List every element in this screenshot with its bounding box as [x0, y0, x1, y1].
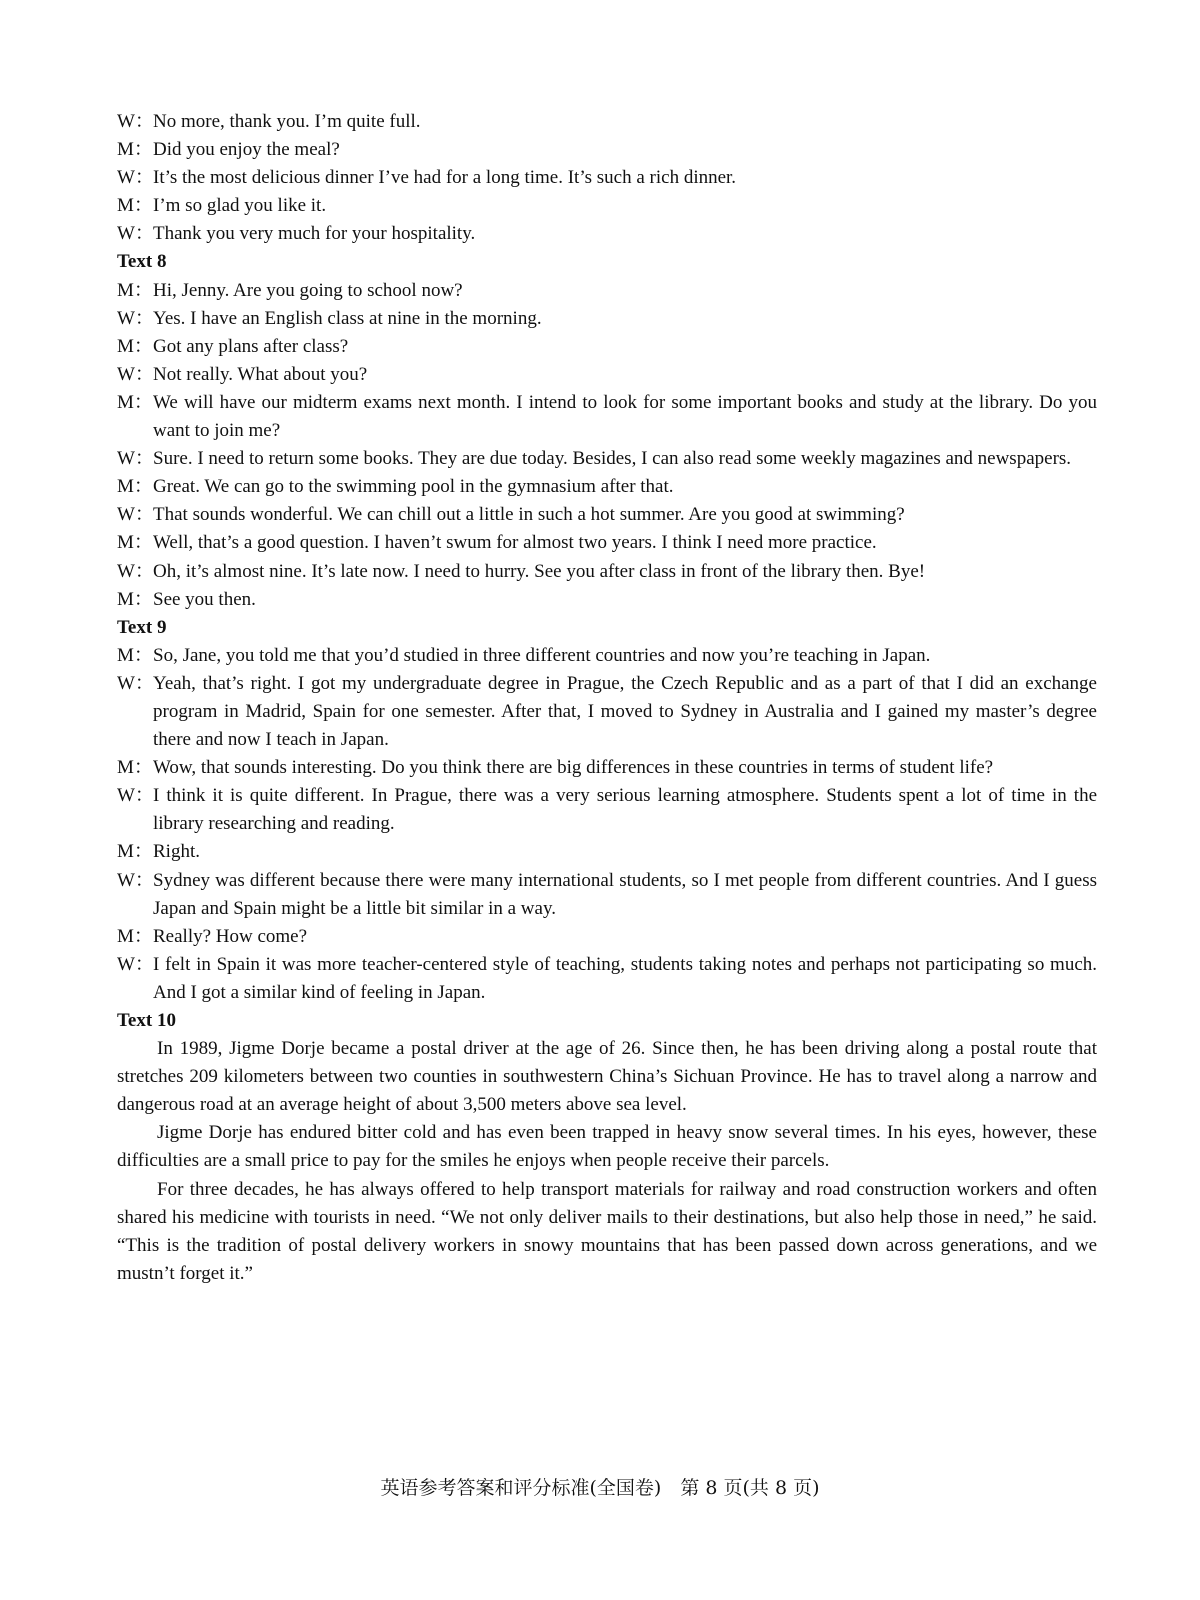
- speaker-label: M：: [117, 279, 153, 301]
- dialogue-line: [117, 136, 1097, 164]
- dialogue-continued: [117, 108, 1097, 248]
- dialogue-line: [117, 642, 1097, 670]
- speaker-label: W：: [117, 953, 154, 975]
- line-text: Hi, Jenny. Are you going to school now?: [153, 279, 463, 301]
- dialogue-line: [117, 586, 1097, 614]
- line-text: We will have our midterm exams next month. I intend to look for some important books and study at the library. Do you want to join me?: [153, 391, 1097, 442]
- line-text: Sydney was different because there were many international students, so I met people from different countries. And I guess Japan and Spain might be a little bit similar in a way.: [153, 869, 1097, 919]
- passage-paragraph: For three decades, he has always offered to help transport materials for railway and road construction workers and often shared his medicine with tourists in need. “We not only deliver mails to their destinations, but also help those in need,” he said. “This is the tradition of postal delivery workers in snowy mountains that has been passed down across generations, and we mustn’t forget it.”: [117, 1178, 1097, 1284]
- speaker-label: W：: [117, 448, 154, 470]
- dialogue-line: [117, 108, 1097, 136]
- line-text: Sure. I need to return some books. They are due today. Besides, I can also read some weekly magazines and newspapers.: [153, 448, 1072, 470]
- dialogue-line: [117, 529, 1097, 557]
- speaker-label: W：: [117, 672, 154, 694]
- line-text: Right.: [153, 841, 200, 863]
- line-text: See you then.: [153, 588, 256, 610]
- text-10-section: [117, 1007, 1097, 1288]
- line-text: Really? How come?: [153, 925, 308, 947]
- speaker-label: W：: [117, 111, 154, 132]
- speaker-label: M：: [117, 588, 153, 610]
- dialogue-line: [117, 305, 1097, 333]
- dialogue-line: [117, 754, 1097, 782]
- speaker-label: W：: [117, 560, 154, 582]
- line-text: Not really. What about you?: [153, 363, 368, 385]
- line-text: That sounds wonderful. We can chill out a little in such a hot summer. Are you good at swimming?: [153, 504, 905, 526]
- speaker-label: M：: [117, 476, 153, 498]
- speaker-label: M：: [117, 841, 153, 863]
- line-text: No more, thank you. I’m quite full.: [153, 111, 421, 132]
- page-footer: 英语参考答案和评分标准(全国卷) 第 8 页(共 8 页): [380, 1477, 820, 1499]
- text-9-section: [117, 614, 1097, 1007]
- line-text: It’s the most delicious dinner I’ve had for a long time. It’s such a rich dinner.: [153, 167, 737, 189]
- dialogue-line: [117, 670, 1097, 754]
- dialogue-line: [117, 473, 1097, 501]
- speaker-label: W：: [117, 223, 154, 245]
- dialogue-line: [117, 923, 1097, 951]
- speaker-label: M：: [117, 925, 153, 947]
- line-text: Yes. I have an English class at nine in the morning.: [153, 307, 542, 329]
- answer-key-page: [117, 108, 1097, 1288]
- line-text: So, Jane, you told me that you’d studied in three different countries and now you’re teaching in Japan.: [153, 644, 931, 666]
- dialogue-line: [117, 501, 1097, 529]
- speaker-label: M：: [117, 195, 153, 217]
- speaker-label: W：: [117, 167, 154, 189]
- dialogue-line: [117, 867, 1097, 923]
- speaker-label: W：: [117, 504, 154, 526]
- section-heading: Text 8: [117, 251, 167, 273]
- speaker-label: M：: [117, 335, 153, 357]
- speaker-label: W：: [117, 307, 154, 329]
- dialogue-line: [117, 361, 1097, 389]
- dialogue-line: [117, 192, 1097, 220]
- passage-paragraph: In 1989, Jigme Dorje became a postal driver at the age of 26. Since then, he has been driving along a postal route that stretches 209 kilometers between two counties in southwestern China’s Sichuan Province. He has to travel along a narrow and dangerous road at an average height of about 3,500 meters above sea level.: [117, 1038, 1097, 1116]
- dialogue-line: [117, 277, 1097, 305]
- dialogue-line: [117, 838, 1097, 866]
- line-text: Got any plans after class?: [153, 335, 349, 357]
- speaker-label: M：: [117, 757, 153, 779]
- dialogue-line: [117, 951, 1097, 1007]
- dialogue-line: [117, 445, 1097, 473]
- dialogue-line: [117, 389, 1097, 445]
- line-text: I felt in Spain it was more teacher-centered style of teaching, students taking notes and perhaps not participating so much. And I got a similar kind of feeling in Japan.: [153, 953, 1097, 1003]
- dialogue-line: [117, 558, 1097, 586]
- line-text: I’m so glad you like it.: [153, 195, 327, 217]
- speaker-label: M：: [117, 139, 153, 161]
- speaker-label: W：: [117, 869, 154, 891]
- line-text: Yeah, that’s right. I got my undergraduate degree in Prague, the Czech Republic and as a part of that I did an exchange program in Madrid, Spain for one semester. After that, I moved to Sydney in Australia and I gained my master’s degree there and now I teach in Japan.: [153, 672, 1097, 751]
- dialogue-line: [117, 220, 1097, 248]
- section-heading: Text 9: [117, 616, 167, 638]
- speaker-label: M：: [117, 532, 153, 554]
- passage-paragraph: Jigme Dorje has endured bitter cold and has even been trapped in heavy snow several times. In his eyes, however, these difficulties are a small price to pay for the smiles he enjoys when people receive their parcels.: [117, 1122, 1097, 1172]
- text-8-section: [117, 248, 1097, 613]
- dialogue-line: [117, 164, 1097, 192]
- section-heading: Text 10: [117, 1010, 176, 1031]
- speaker-label: M：: [117, 391, 153, 413]
- speaker-label: M：: [117, 644, 153, 666]
- line-text: Oh, it’s almost nine. It’s late now. I need to hurry. See you after class in front of the library then. Bye!: [153, 560, 926, 582]
- line-text: Great. We can go to the swimming pool in the gymnasium after that.: [153, 476, 674, 498]
- dialogue-line: [117, 333, 1097, 361]
- line-text: I think it is quite different. In Prague, there was a very serious learning atmosphere. Students spent a lot of time in the library researching and reading.: [153, 785, 1097, 835]
- line-text: Wow, that sounds interesting. Do you think there are big differences in these countries in terms of student life?: [153, 757, 994, 779]
- line-text: Did you enjoy the meal?: [153, 139, 340, 161]
- speaker-label: W：: [117, 785, 154, 807]
- speaker-label: W：: [117, 363, 154, 385]
- line-text: Well, that’s a good question. I haven’t swum for almost two years. I think I need more practice.: [153, 532, 877, 554]
- line-text: Thank you very much for your hospitality.: [153, 223, 476, 245]
- dialogue-line: [117, 782, 1097, 838]
